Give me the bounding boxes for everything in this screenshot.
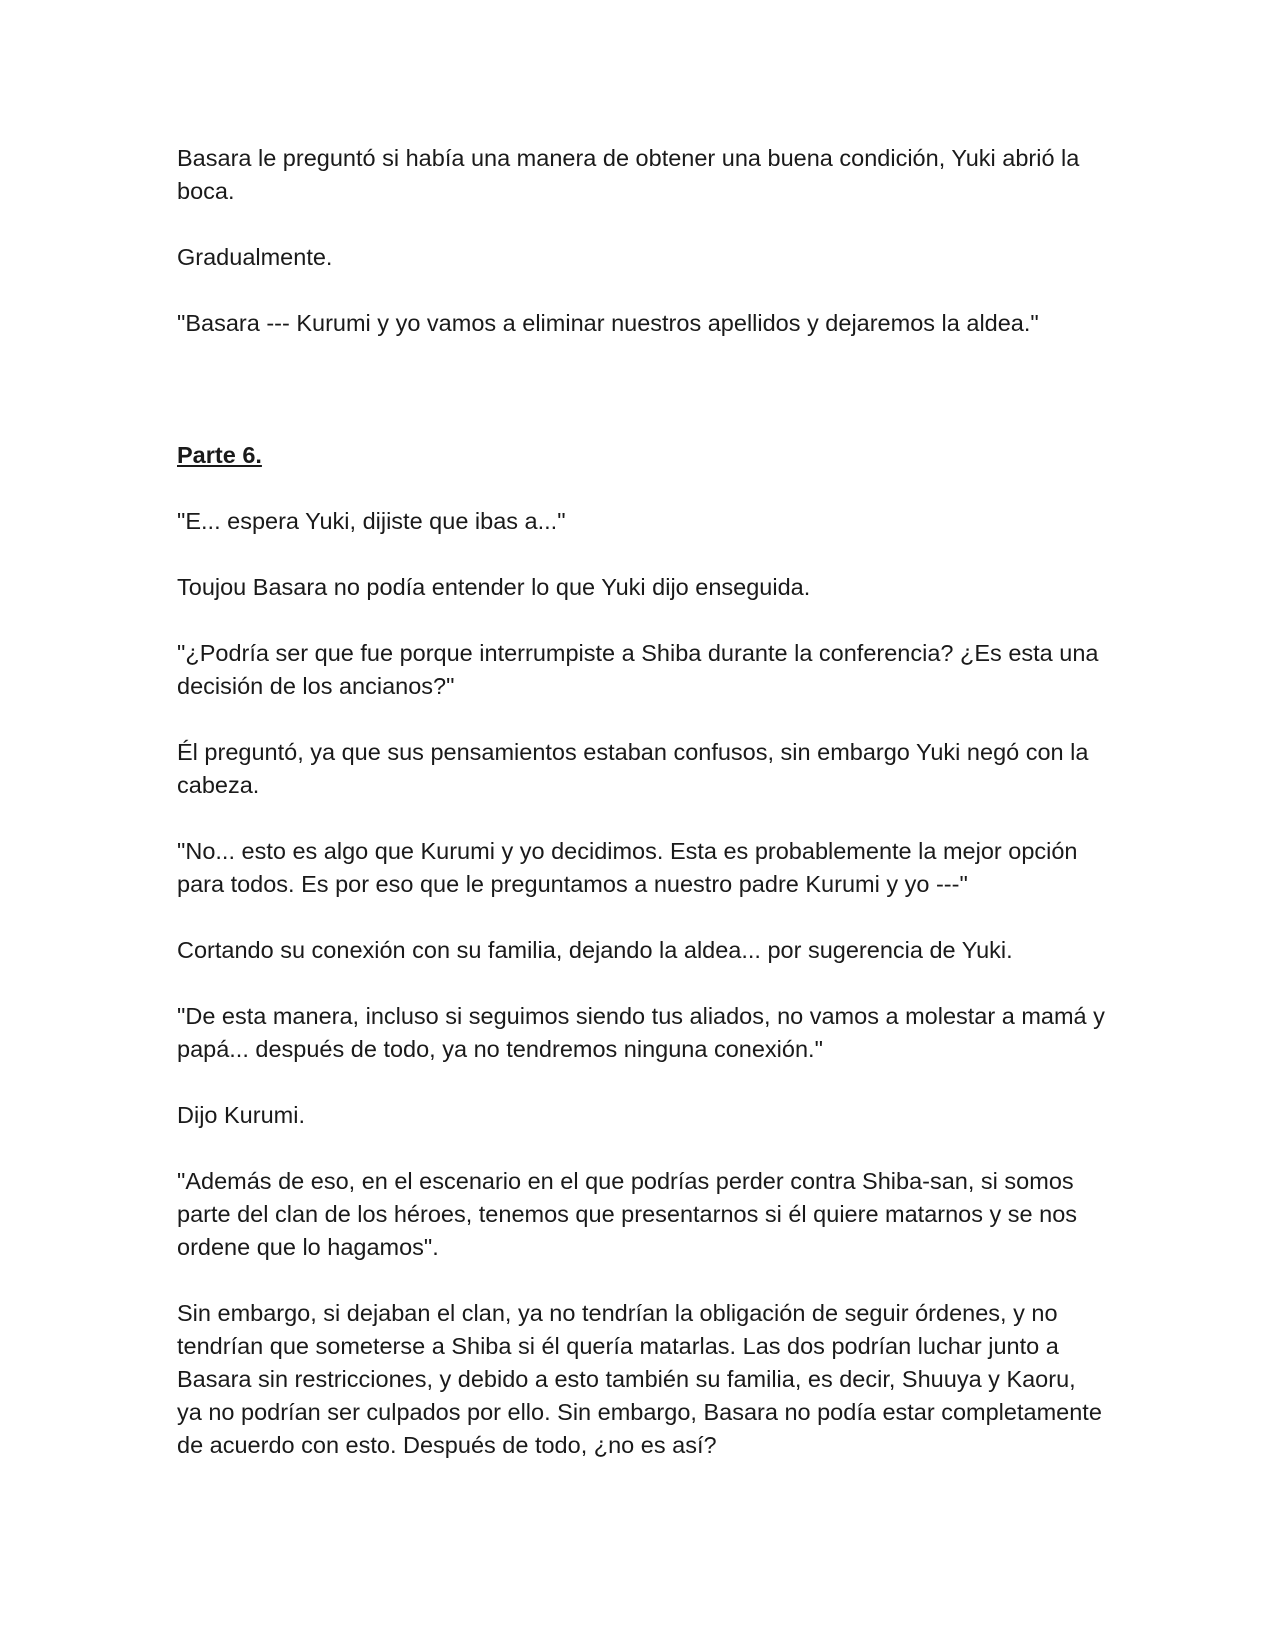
paragraph: "Basara --- Kurumi y yo vamos a eliminar nuestros apellidos y dejaremos la aldea." (177, 310, 1039, 336)
document-page (177, 142, 1107, 1495)
paragraph: "¿Podría ser que fue porque interrumpiste a Shiba durante la conferencia? ¿Es esta una decisión de los ancianos?" (177, 640, 1099, 699)
paragraph: Toujou Basara no podía entender lo que Yuki dijo enseguida. (177, 574, 811, 600)
paragraph: Cortando su conexión con su familia, dejando la aldea... por sugerencia de Yuki. (177, 937, 1013, 963)
paragraph: Él preguntó, ya que sus pensamientos estaban confusos, sin embargo Yuki negó con la cabeza. (177, 739, 1089, 798)
paragraph: "De esta manera, incluso si seguimos siendo tus aliados, no vamos a molestar a mamá y papá... después de todo, ya no tendremos ninguna conexión." (177, 1003, 1105, 1062)
paragraph: "No... esto es algo que Kurumi y yo decidimos. Esta es probablemente la mejor opción para todos. Es por eso que le preguntamos a nuestro padre Kurumi y yo ---" (177, 838, 1078, 897)
paragraph: Basara le preguntó si había una manera de obtener una buena condición, Yuki abrió la boca. (177, 145, 1080, 204)
paragraph: "E... espera Yuki, dijiste que ibas a..." (177, 508, 566, 534)
paragraph: Sin embargo, si dejaban el clan, ya no tendrían la obligación de seguir órdenes, y no tendrían que someterse a Shiba si él quería matarlas. Las dos podrían luchar junto a Basara sin restricciones, y debido a esto también su familia, es decir, Shuuya y Kaoru, ya no podrían ser culpados por ello. Sin embargo, Basara no podía estar completamente de acuerdo con esto. Después de todo, ¿no es así? (177, 1300, 1102, 1458)
paragraph: "Además de eso, en el escenario en el que podrías perder contra Shiba-san, si somos parte del clan de los héroes, tenemos que presentarnos si él quiere matarnos y se nos ordene que lo hagamos". (177, 1168, 1078, 1260)
section-spacer (177, 373, 1107, 439)
section-heading: Parte 6. (177, 442, 262, 468)
paragraph: Dijo Kurumi. (177, 1102, 305, 1128)
paragraph: Gradualmente. (177, 244, 333, 270)
